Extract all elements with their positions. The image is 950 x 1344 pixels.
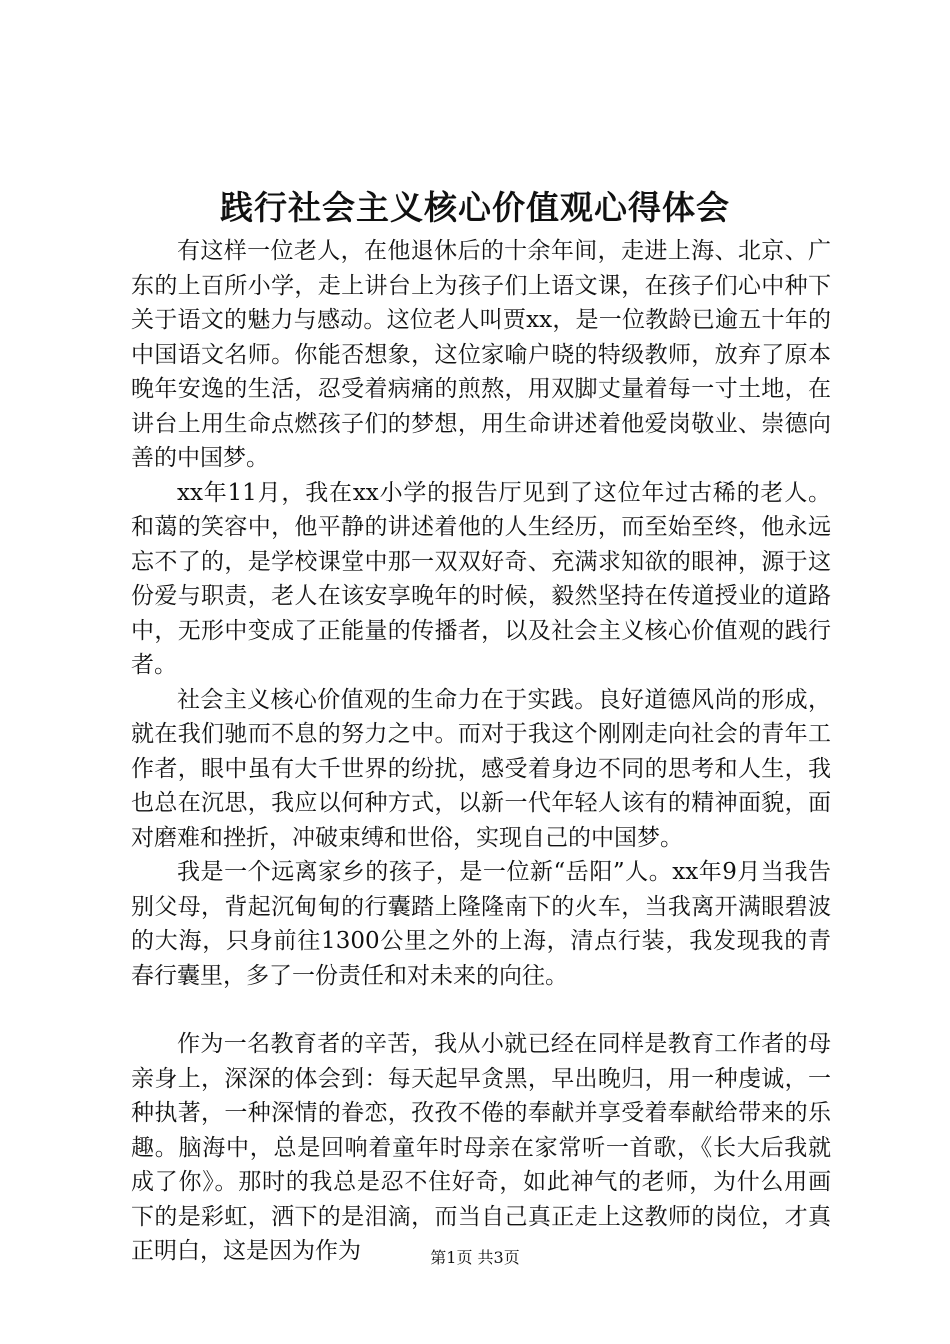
page-footer: 第1页 共3页: [430, 1248, 520, 1267]
document-body: [131, 234, 831, 1269]
paragraph-1: 有这样一位老人，在他退休后的十余年间，走进上海、北京、广东的上百所小学，走上讲台上为孩子们上语文课，在孩子们心中种下关于语文的魅力与感动。这位老人叫贾xx，是一位教龄已逾五十年的中国语文名师。你能否想象，这位家喻户晓的特级教师，放弃了原本晚年安逸的生活，忍受着病痛的煎熬，用双脚丈量着每一寸土地，在讲台上用生命点燃孩子们的梦想，用生命讲述着他爱岗敬业、崇德向善的中国梦。: [131, 238, 831, 471]
paragraph-5: 作为一名教育者的辛苦，我从小就已经在同样是教育工作者的母亲身上，深深的体会到：每天起早贪黑，早出晚归，用一种虔诚，一种执著，一种深情的眷恋，孜孜不倦的奉献并享受着奉献给带来的乐趣。脑海中，总是回响着童年时母亲在家常听一首歌，《长大后我就成了你》。那时的我总是忍不住好奇，如此神气的老师，为什么用画下的是彩虹，洒下的是泪滴，而当自己真正走上这教师的岗位，才真正明白，这是因为作为: [131, 1031, 831, 1264]
paragraph-4: 我是一个远离家乡的孩子，是一位新“岳阳”人。xx年9月当我告别父母，背起沉甸甸的行囊踏上隆隆南下的火车，当我离开满眼碧波的大海，只身前往1300公里之外的上海，清点行装，我发现我的青春行囊里，多了一份责任和对未来的向往。: [131, 859, 831, 989]
document-title: 践行社会主义核心价值观心得体会: [220, 188, 730, 227]
paragraph-2: xx年11月，我在xx小学的报告厅见到了这位年过古稀的老人。和蔼的笑容中，他平静的讲述着他的人生经历，而至始至终，他永远忘不了的，是学校课堂中那一双双好奇、充满求知欲的眼神，源于这份爱与职责，老人在该安享晚年的时候，毅然坚持在传道授业的道路中，无形中变成了正能量的传播者，以及社会主义核心价值观的践行者。: [131, 479, 831, 678]
paragraph-3: 社会主义核心价值观的生命力在于实践。良好道德风尚的形成，就在我们驰而不息的努力之中。而对于我这个刚刚走向社会的青年工作者，眼中虽有大千世界的纷扰，感受着身边不同的思考和人生，我也总在沉思，我应以何种方式，以新一代年轻人该有的精神面貌，面对磨难和挫折，冲破束缚和世俗，实现自己的中国梦。: [131, 686, 831, 851]
